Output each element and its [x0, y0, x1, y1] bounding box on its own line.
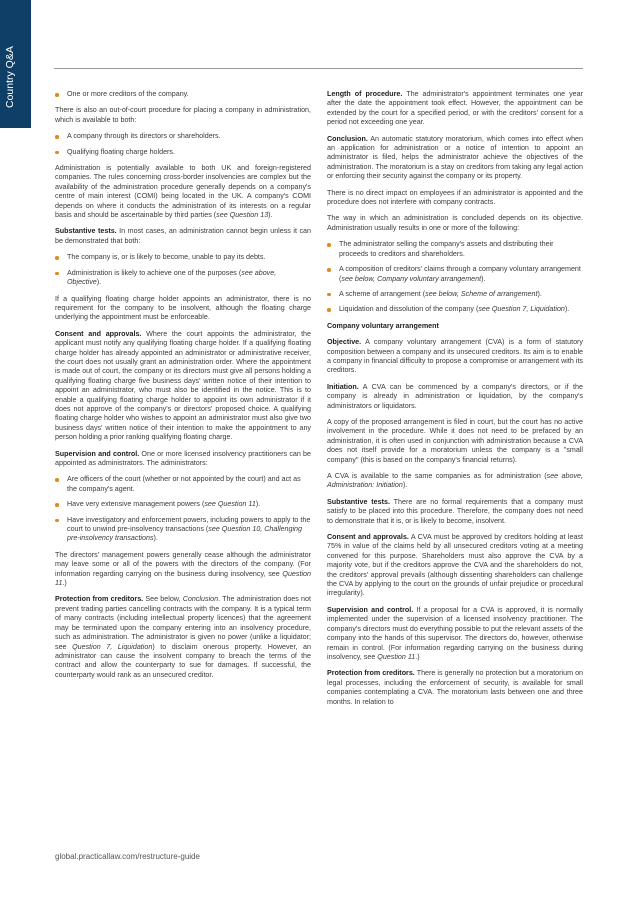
run-in-heading: Length of procedure. [327, 90, 403, 98]
list-item: Have investigatory and enforcement powers, including powers to apply to the court to unwind pre-insolvency transactions (see Question 10, Challenging pre-insolvency transactions). [55, 516, 311, 544]
paragraph: Length of procedure. The administrator's appointment terminates one year after the date the appointment took effect. However, the appointment can be extended by the court for a specified period, or with the creditors' consent for a period not exceeding one year. [327, 90, 583, 127]
section-heading: Company voluntary arrangement [327, 321, 439, 330]
run-in-heading: Consent and approvals. [55, 329, 142, 338]
paragraph: The directors' management powers generally cease although the administrator may leave some or all of the powers with the directors of the company. (For information regarding carrying on the business during insolvency, see Question 11.) [55, 550, 311, 588]
cross-reference[interactable]: see Question 10, Challenging pre-insolvency transactions [67, 525, 302, 543]
bullet-icon [55, 272, 59, 276]
cross-reference[interactable]: see Question 7, Liquidation [478, 305, 565, 314]
section-side-tab [0, 0, 31, 128]
side-tab-label: Country Q&A [4, 46, 16, 108]
paragraph: Administration is potentially available to both UK and foreign-registered companies. The rules concerning cross-border insolvencies are complex but the availability of the administration procedure generally depends on a company's centre of main interest (COMI) being located in the UK. A company's COMI depends on where it conducts the administration of its interests on a regular basis and should be ascertainable by third parties (see Question 13). [55, 164, 311, 220]
footer-url[interactable]: global.practicallaw.com/restructure-guide [55, 852, 200, 861]
cross-reference[interactable]: Conclusion [182, 595, 219, 604]
header-rule [54, 68, 583, 69]
bullet-icon [55, 135, 59, 139]
run-in-heading: Initiation. [327, 382, 359, 391]
run-in-heading: Conclusion. [327, 134, 368, 143]
bullet-icon [55, 256, 59, 260]
list-item: Administration is likely to achieve one of the purposes (see above, Objective). [55, 269, 311, 288]
bullet-icon [327, 308, 331, 312]
bullet-icon [55, 478, 59, 482]
paragraph: Substantive tests. There are no formal requirements that a company must satisfy to be placed into this procedure. Therefore, the company does not need to demonstrate that it is, or is likely to become, insolvent. [327, 497, 583, 525]
list-item: Liquidation and dissolution of the company (see Question 7, Liquidation). [327, 305, 583, 314]
bullet-icon [55, 519, 59, 523]
list-item: The administrator selling the company's assets and distributing their proceeds to creditors and shareholders. [327, 240, 583, 259]
cross-reference[interactable]: see Question 11 [204, 500, 256, 509]
paragraph: Supervision and control. One or more licensed insolvency practitioners can be appointed as administrators. The administrators: [55, 449, 312, 467]
paragraph: Objective. A company voluntary arrangement (CVA) is a form of statutory composition between a company and its unsecured creditors. Its aim is to enable a company in financial difficulty to propose a compromise or arrangement with its creditors. [327, 338, 583, 375]
list-item: Have very extensive management powers (see Question 11). [55, 500, 311, 509]
bullet-list [55, 132, 311, 157]
left-column [55, 90, 311, 687]
cross-reference[interactable]: Question 11 [55, 569, 311, 588]
run-in-heading: Substantive tests. [327, 497, 390, 506]
bullet-icon [327, 243, 331, 247]
right-column [327, 90, 583, 714]
run-in-heading: Objective. [327, 338, 362, 347]
cross-reference[interactable]: Question 7, Liquidation [72, 642, 153, 651]
bullet-icon [55, 93, 59, 97]
paragraph: If a qualifying floating charge holder appoints an administrator, there is no requirement for the company to be insolvent, although the floating charge underlying the appointment must be enforceable. [55, 294, 311, 322]
run-in-heading: Consent and approvals. [327, 533, 409, 542]
run-in-heading: Supervision and control. [327, 605, 414, 614]
cross-reference[interactable]: see below, Company voluntary arrangement [341, 274, 482, 283]
bullet-list [327, 240, 583, 314]
run-in-heading: Supervision and control. [55, 449, 140, 458]
bullet-icon [327, 268, 331, 272]
bullet-list [55, 475, 311, 543]
list-item: Qualifying floating charge holders. [55, 148, 311, 157]
list-item: A scheme of arrangement (see below, Scheme of arrangement). [327, 290, 583, 299]
list-item: A company through its directors or shareholders. [55, 132, 311, 141]
run-in-heading: Protection from creditors. [327, 669, 415, 678]
paragraph: Consent and approvals. Where the court appoints the administrator, the applicant must notify any qualifying floating charge holder. If a qualifying floating charge holder has already appointed an administrator or administrative receiver, the court does not usually grant an administration order. Where the appointment is made out of court, the company or its directors must give all persons holding a qualifying floating charge five business days' written notice of their intention to appoint an administrator, who must also be identified in the notice. This is to enable a qualifying floating charge holder to appoint its own administrator if it does not approve of the company's or directors' proposed choice. A qualifying floating charge holder who wishes to appoint an administrator must also give two business days' written notice of their intention to make the appointment to any person holding a prior ranking qualifying floating charge. [55, 329, 311, 442]
run-in-heading: Protection from creditors. [55, 595, 144, 604]
cross-reference[interactable]: see above, Objective [67, 268, 277, 287]
run-in-heading: Substantive tests. [55, 227, 117, 236]
paragraph: Supervision and control. If a proposal for a CVA is approved, it is normally implemented under the supervision of a licensed insolvency practitioner. The company's directors must do everything possible to put the relevant assets of the company into the hands of this supervisor. The directors do, however, otherwise remain in control. (For information regarding carrying on the business during insolvency, see Question 11.) [327, 605, 583, 661]
bullet-icon [327, 293, 331, 297]
paragraph: Substantive tests. In most cases, an administration cannot begin unless it can be demonstrated that both: [55, 227, 311, 245]
bullet-icon [55, 151, 59, 155]
cross-reference[interactable]: see below, Scheme of arrangement [425, 289, 538, 298]
bullet-list [55, 90, 311, 99]
bullet-list [55, 253, 311, 287]
paragraph: Protection from creditors. See below, Conclusion. The administration does not prevent trading parties cancelling contracts with the company. It is a typical term of many contracts (including intellectual property licences) that the agreement may be terminated upon the company entering into an insolvency procedure, such as administration. The administrator is given no power (unlike a liquidator; see Question 7, Liquidation) to disclaim onerous property. However, an administrator can cause the insolvent company to breach the terms of the contract and allow the counterparty to sue for damages. If successful, the counterparty would rank as an unsecured creditor. [55, 595, 312, 679]
cross-reference[interactable]: Question 11 [377, 652, 416, 661]
paragraph: There is no direct impact on employees if an administrator is appointed and the procedure does not interfere with company contracts. [327, 188, 583, 207]
list-item: The company is, or is likely to become, unable to pay its debts. [55, 253, 311, 262]
paragraph: A CVA is available to the same companies as for administration (see above, Administration: Initiation). [327, 472, 583, 490]
paragraph: Initiation. A CVA can be commenced by a company's directors, or if the company is already in administration or liquidation, by the company's administrators or liquidators. [327, 382, 583, 410]
list-item: A composition of creditors' claims through a company voluntary arrangement (see below, Company voluntary arrangement). [327, 265, 583, 284]
list-item: One or more creditors of the company. [55, 90, 311, 99]
paragraph: There is also an out-of-court procedure for placing a company in administration, which is available to both: [55, 106, 311, 124]
cross-reference[interactable]: see above, Administration: Initiation [327, 472, 583, 490]
paragraph: Protection from creditors. There is generally no protection but a moratorium on legal processes, including the enforcement of security, is available for small companies contemplating a CVA. The moratorium lasts between one and three months. In relation to [327, 669, 584, 706]
list-item: Are officers of the court (whether or not appointed by the court) and act as the company's agent. [55, 475, 311, 494]
paragraph: Conclusion. An automatic statutory moratorium, which comes into effect when an application for administration or a notice of intention to appoint an administrator is filed, helps the administrator achieve the objectives of the administration. The moratorium is a stay on creditors from taking any legal action or enforcing their security against the company or its property. [327, 134, 583, 181]
paragraph: Consent and approvals. A CVA must be approved by creditors holding at least 75% in value of the claims held by all unsecured creditors voting at a meeting convened for this purpose. Shareholders must also approve the CVA by a majority vote, but if the creditors approve the CVA and the shareholders do not, the creditors' approval prevails (although dissenting shareholders can challenge the CVA by applying to the court on the grounds of unfair prejudice or procedural irregularity). [327, 533, 583, 598]
paragraph: The way in which an administration is concluded depends on its objective. Administration usually results in one or more of the following: [327, 214, 583, 232]
bullet-icon [55, 503, 59, 507]
cross-reference[interactable]: see Question 13 [216, 211, 269, 220]
paragraph: A copy of the proposed arrangement is filed in court, but the court has no active involvement in the procedure. While it does not need to be prefaced by an administration, it is often used in conjunction with administration because a CVA does not itself provide for a moratorium unless the company is a "small company" (this is based on the company's financial returns). [327, 417, 583, 464]
